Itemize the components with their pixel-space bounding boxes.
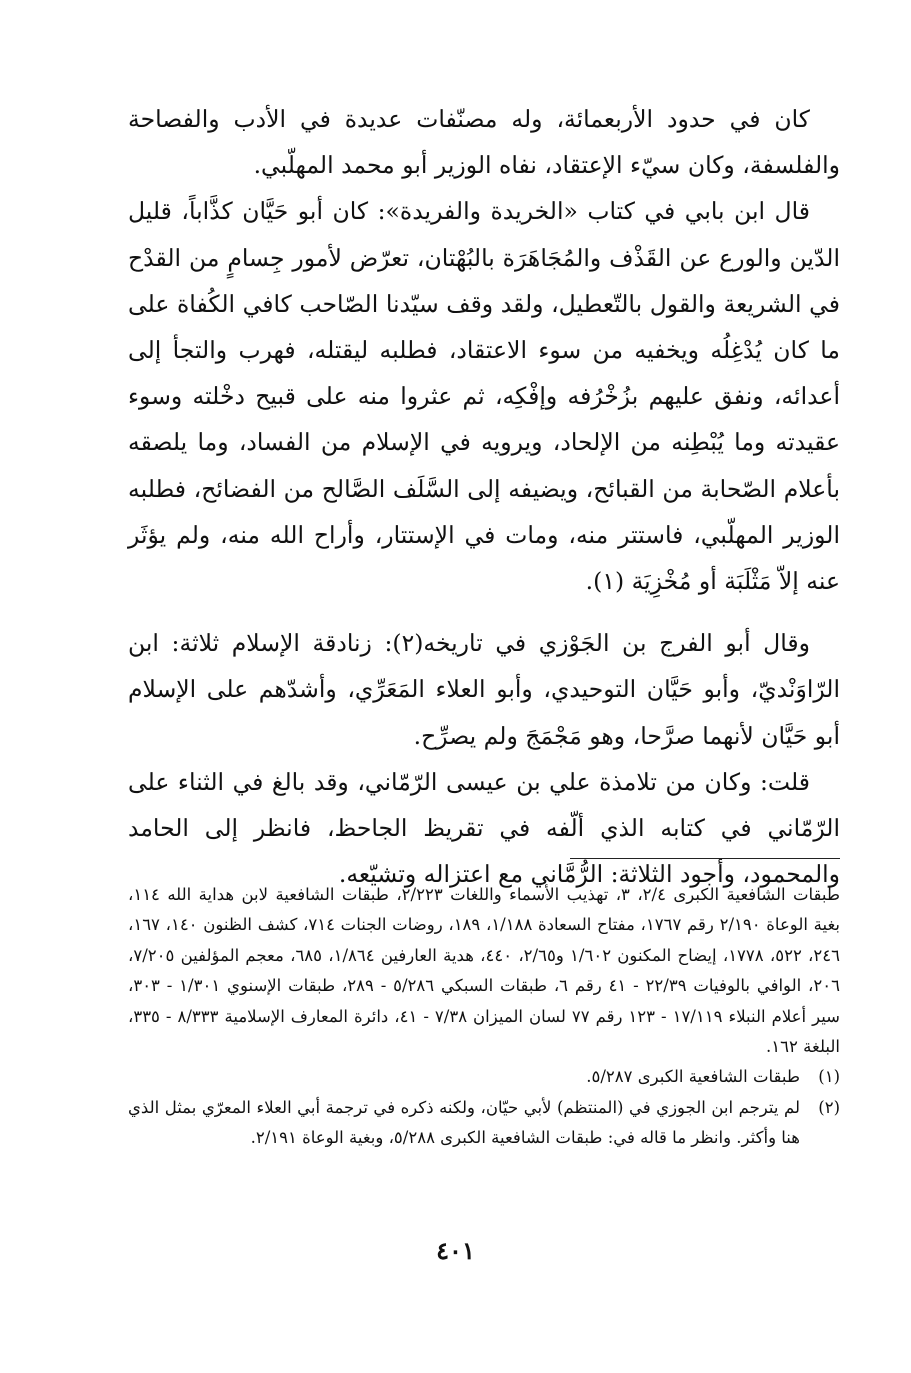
footnote-1 [128,1062,840,1092]
footnote-number: (٢) [818,1097,840,1117]
paragraph-3: وقال أبو الفرج بن الجَوْزي في تاريخه(٢): زنادقة الإسلام ثلاثة: ابن الرّاوَنْديّ، وأبو حَيَّان التوحيدي، وأبو العلاء المَعَرِّي، وأشدّهم على الإسلام أبو حَيَّان لأنهما صرَّحا، وهو مَجْمَجَ ولم يصرِّح. [128,629,840,750]
main-text-block [128,96,840,897]
paragraph-4: قلت: وكان من تلامذة علي بن عيسى الرّمّاني، وقد بالغ في الثناء على الرّمّاني في كتابه الذي ألّفه في تقريظ الجاحظ، فانظر إلى الحامد والمحمود، وأجود الثلاثة: الرُّمَّاني مع اعتزاله وتشيّعه. [128,767,840,889]
footnote-sources: طبقات الشافعية الكبرى ٢/٤، ٣، تهذيب الأسماء واللغات ٢/٢٢٣، طبقات الشافعية لابن هداية الله ١١٤، بغية الوعاة ٢/١٩٠ رقم ١٧٦٧، مفتاح السعادة ١/١٨٨، ١٨٩، روضات الجنات ٧١٤، كشف الظنون ١٤٠، ١٦٧، ٢٤٦، ٥٢٢، ١٧٧٨، إيضاح المكنون ١/٦٠٢ و٢/٦٥، ٤٤٠، هدية العارفين ١/٨٦٤، ٦٨٥، معجم المؤلفين ٧/٢٠٥، ٢٠٦، الوافي بالوفيات ٢٢/٣٩ - ٤١ رقم ٦، طبقات السبكي ٥/٢٨٦ - ٢٨٩، طبقات الإسنوي ١/٣٠١ - ٣٠٣، سير أعلام النبلاء ١٧/١١٩ - ١٢٣ رقم ٧٧ لسان الميزان ٧/٣٨ - ٤١، دائرة المعارف الإسلامية ٨/٣٣٣ - ٣٣٥، البلغة ١٦٢. [128,885,841,1057]
footnote-separator [570,858,840,859]
footnote-number: (١) [818,1067,840,1087]
footnote-text: طبقات الشافعية الكبرى ٥/٢٨٧. [586,1067,800,1087]
footnote-2 [128,1093,840,1154]
footnotes-block [128,880,840,1154]
page-number: ٤٠١ [436,1236,475,1265]
footnote-text: لم يترجم ابن الجوزي في (المنتظم) لأبي حيّان، ولكنه ذكره في ترجمة أبي العلاء المعرّي بمثل الذي هنا وأكثر. وانظر ما قاله في: طبقات الشافعية الكبرى ٥/٢٨٨، وبغية الوعاة ٢/١٩١. [128,1097,800,1148]
paragraph-2: قال ابن بابي في كتاب «الخريدة والفريدة»: كان أبو حَيَّان كذَّاباً، قليل الدّين والورع عن القَذْف والمُجَاهَرَة بالبُهْتان، تعرّض لأمور جِسامٍ من القدْح في الشريعة والقول بالتّعطيل، ولقد وقف سيّدنا الصّاحب كافي الكُفاة على ما كان يُدْغِلُه ويخفيه من سوء الاعتقاد، فطلبه ليقتله، فهرب والتجأ إلى أعدائه، ونفق عليهم بزُخْرُفه وإفْكِه، ثم عثروا منه على قبيح دخْلته وسوء عقيدته وما يُبْطِنه من الإلحاد، ويرويه في الإسلام من الفساد، وما يلصقه بأعلام الصّحابة من القبائح، ويضيفه إلى السَّلَف الصَّالح من الفضائح، فطلبه الوزير المهلّبي، فاستتر منه، ومات في الإستتار، وأراح الله منه، ولم يؤثَر عنه إلاّ مَثْلَبَة أو مُخْزِيَة (١). [128,197,840,596]
paragraph-1: كان في حدود الأربعمائة، وله مصنّفات عديدة في الأدب والفصاحة والفلسفة، وكان سيّء الإعتقاد، نفاه الوزير أبو محمد المهلّبي. [128,105,840,180]
